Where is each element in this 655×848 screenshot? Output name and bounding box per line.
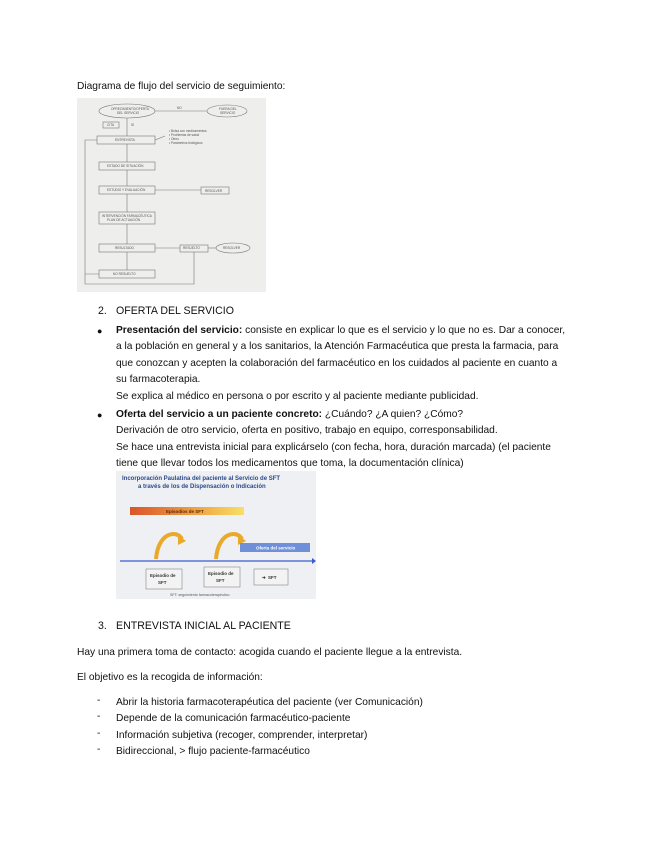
dash-bullet: -	[97, 744, 101, 755]
bullet-icon: ●	[97, 326, 103, 336]
timeline-arrow	[312, 558, 316, 564]
dash-bullet: -	[97, 695, 101, 706]
list-item: Bidireccional, > flujo paciente-farmacéutico	[116, 746, 310, 757]
bullet1-text1: consiste en explicar lo que es el servicio y lo que no es. Dar a conocer,	[242, 325, 566, 336]
svg-text:ENTREVISTA: ENTREVISTA	[115, 138, 135, 142]
section3-title: ENTREVISTA INICIAL AL PACIENTE	[116, 620, 291, 632]
bullet2-line4: tiene que llevar todos los medicamentos que toma, la documentación clínica)	[116, 458, 464, 469]
section3-number: 3.	[98, 620, 107, 632]
box2-l1: Episodio de	[208, 571, 234, 576]
bullet2-line2: Derivación de otro servicio, oferta en positivo, trabajo en equipo, corresponsabilidad.	[116, 425, 498, 436]
bullet2-line1	[116, 407, 463, 422]
svg-text:CITA: CITA	[107, 123, 115, 127]
svg-text:OFRECIMIENTO/OFERTA: OFRECIMIENTO/OFERTA	[111, 107, 149, 111]
episode-box-1	[146, 569, 182, 589]
svg-text:INTERVENCIÓN FARMACÉUTICA: INTERVENCIÓN FARMACÉUTICA	[102, 214, 152, 218]
bullet1-label: Presentación del servicio:	[116, 325, 243, 336]
svg-text:ESTADO DE SITUACIÓN: ESTADO DE SITUACIÓN	[107, 164, 144, 168]
list-item: Abrir la historia farmacoterapéutica del paciente (ver Comunicación)	[116, 697, 423, 708]
svg-text:RESOLVER: RESOLVER	[205, 189, 223, 193]
bullet2-line3: Se hace una entrevista inicial para explicárselo (con fecha, hora, duración marcada) (el paciente	[116, 442, 551, 453]
sft-figure	[116, 471, 316, 599]
box3-label: SFT	[268, 575, 277, 580]
svg-text:NO: NO	[177, 106, 182, 110]
intro-line: Diagrama de flujo del servicio de seguimiento:	[77, 81, 286, 92]
bullet-icon: ●	[97, 410, 103, 420]
bullet2-text1: ¿Cuándo? ¿A quien? ¿Cómo?	[322, 409, 464, 420]
section2-number: 2.	[98, 305, 107, 317]
sft-arrow-glyph: ➔	[262, 575, 266, 580]
box1-l1: Episodio de	[150, 573, 176, 578]
offer-label: Oferta del servicio	[256, 545, 296, 551]
bullet2-label: Oferta del servicio a un paciente concreto:	[116, 409, 323, 420]
svg-text:DEL SERVICIO: DEL SERVICIO	[117, 111, 140, 115]
fig2-title-l2: a través de los de Dispensación o Indicación	[138, 484, 266, 490]
svg-text:NO RESUELTO: NO RESUELTO	[113, 272, 136, 276]
sft-figure-svg	[116, 471, 316, 599]
svg-text:• Bolsa con medicamentos: • Bolsa con medicamentos	[169, 129, 207, 133]
bullet1-line3: que conozcan y acepten la colaboración del farmacéutico en los cuidados al paciente en cuanto a	[116, 358, 558, 369]
svg-text:RESOLVER: RESOLVER	[223, 246, 241, 250]
bullet1-line4: su farmacoterapia.	[116, 374, 201, 385]
bullet1-line2: a la población en general y a los sanitarios, la Atención Farmacéutica que presta la farmacia, para	[116, 341, 559, 352]
box1-l2: SFT	[158, 580, 167, 585]
flow-diagram-labels	[102, 106, 241, 276]
svg-text:RESULTADO: RESULTADO	[115, 246, 135, 250]
box2-l2: SFT	[216, 578, 225, 583]
section3-paragraph2: El objetivo es la recogida de información:	[77, 672, 263, 683]
svg-text:SI: SI	[131, 123, 135, 127]
svg-text:RESUELTO: RESUELTO	[183, 246, 200, 250]
svg-text:SERVICIO: SERVICIO	[220, 111, 236, 115]
flow-diagram-svg	[77, 98, 266, 292]
flow-diagram	[77, 98, 266, 292]
list-item: Depende de la comunicación farmacéutico-paciente	[116, 713, 351, 724]
svg-text:• Parámetros biológicos: • Parámetros biológicos	[169, 141, 203, 145]
svg-text:PLAN DE ACTUACIÓN: PLAN DE ACTUACIÓN	[107, 218, 141, 222]
svg-text:• Otros: • Otros	[169, 137, 179, 141]
svg-text:FUERA DEL: FUERA DEL	[219, 107, 237, 111]
section2-title: OFERTA DEL SERVICIO	[116, 305, 234, 317]
dash-bullet: -	[97, 728, 101, 739]
bullet1-line1	[116, 323, 565, 338]
svg-text:ESTUDIO Y EVALUACIÓN: ESTUDIO Y EVALUACIÓN	[107, 188, 146, 192]
dash-bullet: -	[97, 711, 101, 722]
section3-paragraph1: Hay una primera toma de contacto: acogida cuando el paciente llegue a la entrevista.	[77, 647, 463, 658]
list-item: Información subjetiva (recoger, comprender, interpretar)	[116, 730, 368, 741]
fig2-caption: SFT: seguimiento farmacoterapéutico	[170, 593, 230, 597]
fig2-title-l1: Incorporación Paulatina del paciente al Servicio de SFT	[122, 476, 281, 482]
episodes-bar-label: Episodios de SFT	[166, 509, 204, 514]
episode-box-2	[204, 567, 240, 587]
svg-text:• Problemas de salud: • Problemas de salud	[169, 133, 200, 137]
bullet1-line5: Se explica al médico en persona o por escrito y al paciente mediante publicidad.	[116, 391, 479, 402]
